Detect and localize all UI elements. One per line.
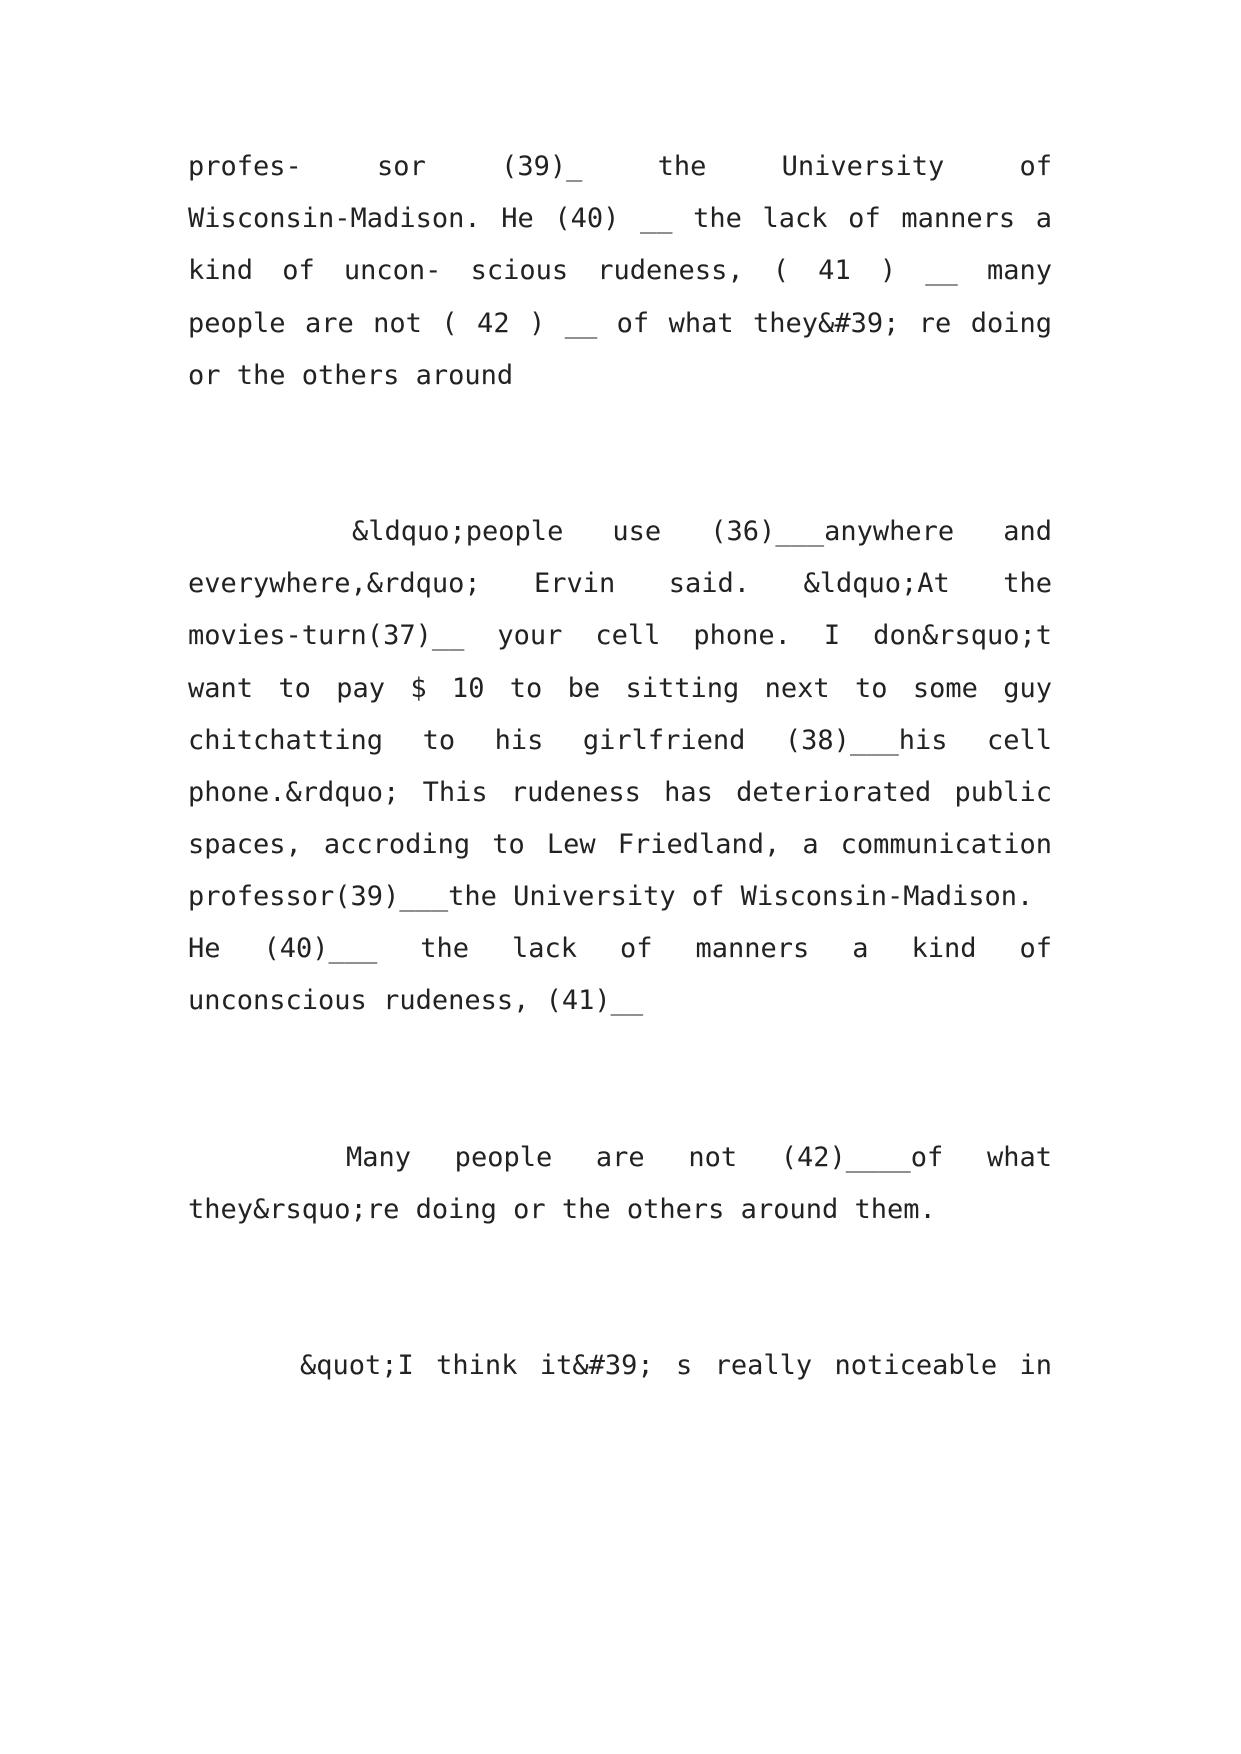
text-line: movies-turn(37)__ your cell phone. I don&rsquo;t	[188, 620, 1052, 651]
text-line: Wisconsin-Madison. He (40) __ the lack of manners a	[188, 203, 1052, 234]
text-line: phone.&rdquo; This rudeness has deteriorated public	[188, 777, 1052, 808]
text-line: &ldquo;people use (36)___anywhere and	[352, 516, 1052, 547]
text-line: or the others around	[188, 360, 514, 391]
text-line: profes- sor (39)_ the University of	[188, 151, 1052, 182]
text-line: Many people are not (42)____of what	[346, 1142, 1052, 1173]
text-line: people are not ( 42 ) __ of what they&#39; re doing	[188, 308, 1052, 339]
text-line: spaces, accroding to Lew Friedland, a communication	[188, 829, 1052, 860]
text-line: they&rsquo;re doing or the others around them.	[188, 1194, 936, 1225]
text-line: kind of uncon- scious rudeness, ( 41 ) __ many	[188, 255, 1052, 286]
text-line: professor(39)___the University of Wisconsin-Madison.	[188, 881, 1034, 912]
text-line: want to pay $ 10 to be sitting next to some guy	[188, 673, 1052, 704]
text-line: unconscious rudeness, (41)__	[188, 985, 644, 1016]
text-line: &quot;I think it&#39; s really noticeable in	[300, 1350, 1052, 1381]
text-line: everywhere,&rdquo; Ervin said. &ldquo;At the	[188, 568, 1052, 599]
text-line: chitchatting to his girlfriend (38)___his cell	[188, 725, 1052, 756]
text-line: He (40)___ the lack of manners a kind of	[188, 933, 1052, 964]
